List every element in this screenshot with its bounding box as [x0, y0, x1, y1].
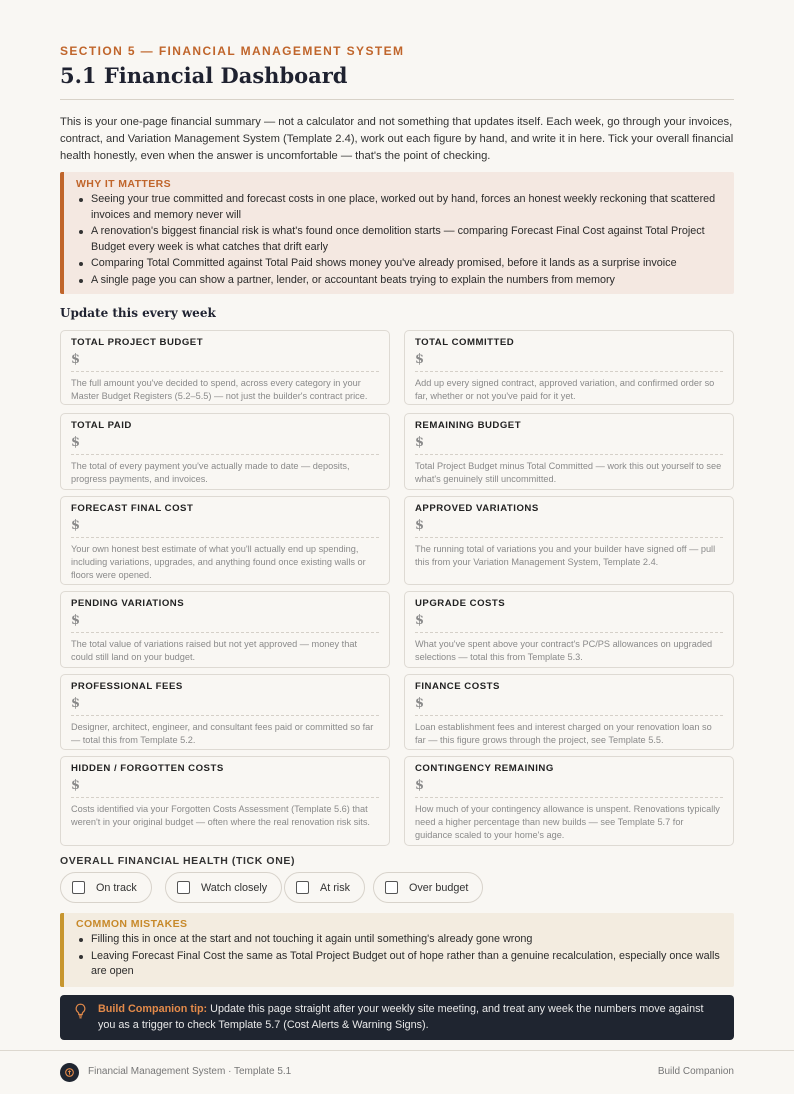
amount-field[interactable]: $ — [71, 696, 379, 716]
health-option-at-risk[interactable] — [284, 872, 365, 903]
amount-field[interactable]: $ — [71, 352, 379, 372]
list-item: A single page you can show a partner, lender, or accountant beats trying to explain the numbers from memory — [76, 273, 722, 289]
card-note: Costs identified via your Forgotten Costs Assessment (Template 5.6) that weren't in your original budget — often where the real renovation risk sits. — [71, 804, 370, 827]
card-label: FINANCE COSTS — [415, 681, 500, 692]
checkbox[interactable] — [296, 881, 309, 894]
card-label: PENDING VARIATIONS — [71, 598, 185, 609]
footer-divider — [0, 1050, 794, 1051]
card-label: FORECAST FINAL COST — [71, 503, 194, 514]
card-forecast-final-cost — [60, 496, 390, 585]
amount-field[interactable]: $ — [415, 778, 723, 798]
common-mistakes-list — [76, 932, 722, 980]
card-pending-variations — [60, 591, 390, 668]
card-label: TOTAL PAID — [71, 420, 132, 431]
amount-field[interactable]: $ — [71, 613, 379, 633]
card-note: Loan establishment fees and interest charged on your renovation loan so far — this figure grows through the project, see Template 5.5. — [415, 722, 712, 745]
card-hidden-forgotten-costs — [60, 756, 390, 846]
build-companion-tip — [60, 995, 734, 1040]
amount-field[interactable]: $ — [71, 778, 379, 798]
checkbox[interactable] — [177, 881, 190, 894]
card-note: Your own honest best estimate of what you'll actually end up spending, including variations, upgrades, and anything found once existing walls or floors were opened. — [71, 544, 366, 580]
card-upgrade-costs — [404, 591, 734, 668]
card-label: CONTINGENCY REMAINING — [415, 763, 554, 774]
card-professional-fees — [60, 674, 390, 750]
tip-body: Update this page straight after your weekly site meeting, and treat any week the numbers move against you as a trigger to check Template 5.7 (Cost Alerts & Warning Signs). — [98, 1003, 704, 1031]
card-label: HIDDEN / FORGOTTEN COSTS — [71, 763, 224, 774]
checkbox[interactable] — [72, 881, 85, 894]
card-label: TOTAL PROJECT BUDGET — [71, 337, 204, 348]
amount-field[interactable]: $ — [415, 696, 723, 716]
option-label: On track — [96, 881, 137, 894]
card-note: What you've spent above your contract's PC/PS allowances on upgraded selections — total this from Template 5.3. — [415, 639, 713, 662]
card-contingency-remaining — [404, 756, 734, 846]
intro-paragraph: This is your one-page financial summary — not a calculator and not something that updates itself. Each week, go through your invoices, contract, and Variation Management System (Template 2.4), work out each figure by hand, and write it in here. Tick your overall financial health honestly, even when the answer is uncomfortable — that's the point of checking. — [60, 116, 734, 162]
lightbulb-icon — [74, 1001, 98, 1040]
amount-field[interactable]: $ — [415, 352, 723, 372]
title-divider — [60, 99, 734, 100]
card-label: REMAINING BUDGET — [415, 420, 522, 431]
page-title: 5.1 Financial Dashboard — [60, 63, 348, 88]
card-label: APPROVED VARIATIONS — [415, 503, 539, 514]
tip-text — [98, 1001, 722, 1040]
card-note: The running total of variations you and your builder have signed off — pull this from your Variation Management System, Template 2.4. — [415, 544, 716, 567]
why-it-matters-list — [76, 192, 722, 288]
list-item: A renovation's biggest financial risk is what's found once demolition starts — comparing Forecast Final Cost against Total Project Budget every week is what catches that drift early — [76, 224, 722, 255]
option-label: At risk — [320, 881, 350, 894]
section-eyebrow: SECTION 5 — FINANCIAL MANAGEMENT SYSTEM — [60, 44, 405, 58]
card-total-committed — [404, 330, 734, 405]
why-it-matters-box — [60, 172, 734, 294]
card-label: PROFESSIONAL FEES — [71, 681, 183, 692]
health-option-watch-closely[interactable] — [165, 872, 282, 903]
list-item: Seeing your true committed and forecast costs in one place, worked out by hand, forces an honest weekly reckoning that scattered invoices and memory never will — [76, 192, 722, 223]
card-total-project-budget — [60, 330, 390, 405]
footer-template-label: Financial Management System · Template 5.1 — [88, 1066, 292, 1077]
amount-field[interactable]: $ — [415, 613, 723, 633]
card-note: Add up every signed contract, approved variation, and confirmed order so far, whether or not you've paid for it yet. — [415, 378, 715, 401]
financial-health-heading: OVERALL FINANCIAL HEALTH (TICK ONE) — [60, 855, 296, 867]
amount-field[interactable]: $ — [415, 435, 723, 455]
card-note: Designer, architect, engineer, and consultant fees paid or committed so far — total this from Template 5.2. — [71, 722, 374, 745]
why-it-matters-heading: WHY IT MATTERS — [76, 178, 172, 190]
card-label: UPGRADE COSTS — [415, 598, 506, 609]
option-label: Over budget — [409, 881, 469, 894]
footer-brand: Build Companion — [657, 1066, 734, 1077]
card-note: How much of your contingency allowance is unspent. Renovations typically need a higher percentage than new builds — see Template 5.7 for guidance scaled to your home's age. — [415, 804, 720, 840]
update-heading: Update this every week — [60, 306, 216, 320]
card-note: Total Project Budget minus Total Committed — work this out yourself to see what's genuinely still uncommitted. — [415, 461, 722, 484]
logo-icon — [60, 1063, 79, 1082]
card-note: The total of every payment you've actually made to date — deposits, progress payments, and invoices. — [71, 461, 350, 484]
common-mistakes-heading: COMMON MISTAKES — [76, 918, 188, 930]
card-label: TOTAL COMMITTED — [415, 337, 515, 348]
tip-label: Build Companion tip: — [98, 1003, 208, 1015]
checkbox[interactable] — [385, 881, 398, 894]
card-note: The full amount you've decided to spend, across every category in your Master Budget Registers (5.2–5.5) — not just the builder's contract price. — [71, 378, 368, 401]
common-mistakes-box — [60, 913, 734, 987]
amount-field[interactable]: $ — [71, 518, 379, 538]
list-item: Leaving Forecast Final Cost the same as Total Project Budget out of hope rather than a genuine recalculation, especially once walls are open — [76, 949, 722, 980]
amount-field[interactable]: $ — [415, 518, 723, 538]
card-total-paid — [60, 413, 390, 490]
option-label: Watch closely — [201, 881, 268, 894]
card-note: The total value of variations raised but not yet approved — money that could still land on your budget. — [71, 639, 357, 662]
list-item: Comparing Total Committed against Total Paid shows money you've already promised, before it lands as a surprise invoice — [76, 256, 722, 272]
health-option-on-track[interactable] — [60, 872, 152, 903]
list-item: Filling this in once at the start and not touching it again until something's already gone wrong — [76, 932, 722, 948]
health-option-over-budget[interactable] — [373, 872, 483, 903]
amount-field[interactable]: $ — [71, 435, 379, 455]
card-finance-costs — [404, 674, 734, 750]
card-remaining-budget — [404, 413, 734, 490]
card-approved-variations — [404, 496, 734, 585]
